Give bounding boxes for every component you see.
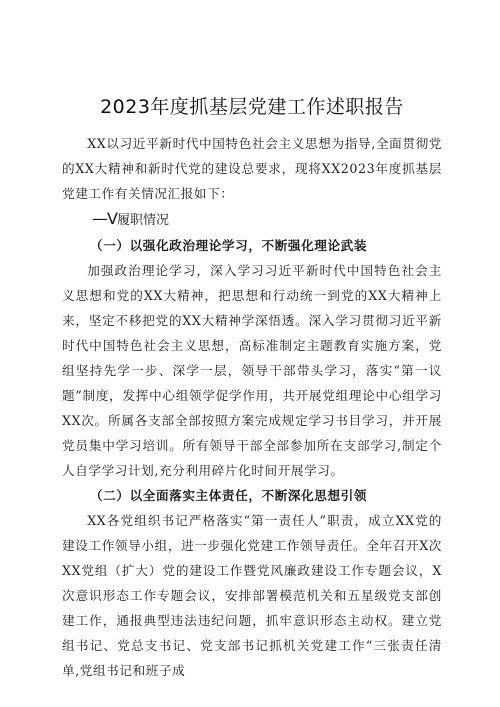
section-heading [62,206,442,233]
intro-paragraph: XX以习近平新时代中国特色社会主义思想为指导,全面贯彻党的XX大精神和新时代党的建设总要求，现将XX2023年度抓基层党建工作有关情况汇报如下： [62,136,442,201]
section-label: 履职情况 [116,213,169,228]
subsection-heading-2: （二）以全面落实主体责任，不断深化思想引领 [90,488,368,503]
document-title: 2023年度抓基层党建工作述职报告 [100,96,404,118]
subsection-heading-1: （一）以强化政治理论学习，不断强化理论武装 [90,238,368,253]
subsection-body-1: 加强政治理论学习，深入学习习近平新时代中国特色社会主义思想和党的XX大精神，把思想和行动统一到党的XX大精神上来，坚定不移把党的XX大精神学深悟透。深入学习贯彻习近平新时代中国特色社会主义思想，高标准制定主题教育实施方案，党组坚持先学一步、深学一层，领导干部带头学习，落实“第一议题”制度，发挥中心组领学促学作用，共开展党组理论中心组学习XX次。所属各支部全部按照方案完成规定学习书目学习，并开展党员集中学习培训。所有领导干部全部参加所在支部学习,制定个人自学学习计划,充分利用碎片化时间开展学习。 [62,263,442,478]
subsection-body-2: XX各党组织书记严格落实“第一责任人”职责，成立XX党的建设工作领导小组，进一步强化党建工作领导责任。全年召开X次XX党组（扩大）党的建设工作暨党风廉政建设工作专题会议，X次意识形态工作专题会议，安排部署模范机关和五星级党支部创建工作，通报典型违法违纪问题，抓牢意识形态主动权。建立党组书记、党总支书记、党支部书记抓机关党建工作“三张责任清单,党组书记和班子成 [62,513,442,678]
section-number: —V [92,209,117,228]
